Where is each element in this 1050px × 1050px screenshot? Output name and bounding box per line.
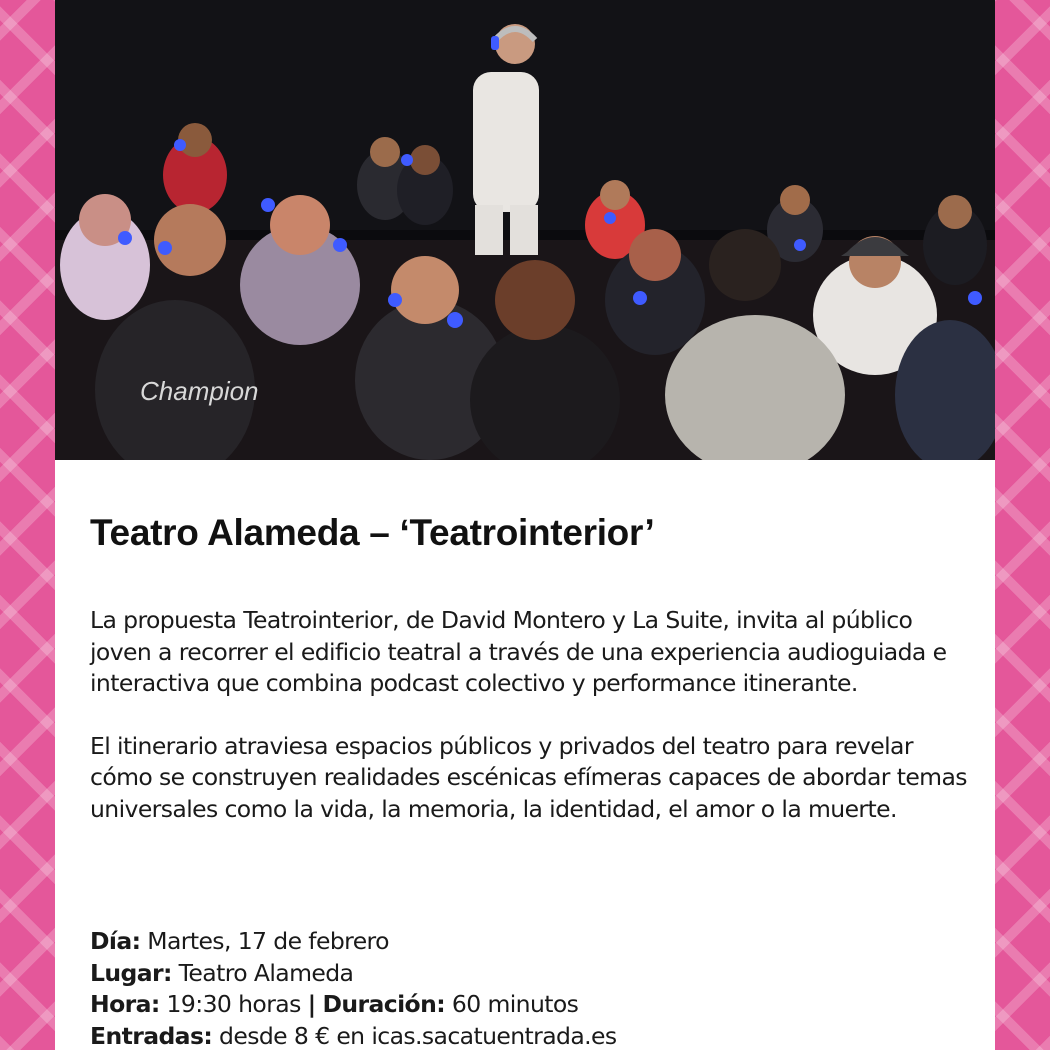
event-card <box>55 460 995 1050</box>
duration-label: Duración: <box>322 990 445 1018</box>
day-label: Día: <box>90 927 141 955</box>
detail-tickets <box>90 1021 617 1050</box>
day-value: Martes, 17 de febrero <box>147 927 389 955</box>
detail-place <box>90 958 617 990</box>
audience-with-headphones-illustration <box>55 0 995 460</box>
tickets-label: Entradas: <box>90 1021 213 1050</box>
tickets-value: desde 8 € en icas.sacatuentrada.es <box>219 1021 617 1050</box>
event-description <box>90 605 970 856</box>
duration-value: 60 minutos <box>451 990 579 1018</box>
place-value: Teatro Alameda <box>178 958 354 987</box>
detail-day <box>90 926 617 958</box>
description-paragraph-2: El itinerario atraviesa espacios públicos y privados del teatro para revelar cómo se construyen realidades escénicas efímeras capaces de abordar temas universales como la vida, la memoria, la identidad, el amor o la muerte. <box>90 731 967 823</box>
time-label: Hora: <box>90 990 160 1018</box>
event-photo <box>55 0 995 460</box>
event-title: Teatro Alameda – ‘Teatrointerior’ <box>90 512 655 553</box>
shirt-print: Champion <box>140 376 259 406</box>
place-label: Lugar: <box>90 958 172 987</box>
detail-time <box>90 989 617 1021</box>
event-details <box>90 926 617 1050</box>
detail-separator: | <box>307 990 316 1018</box>
description-paragraph-1: La propuesta Teatrointerior, de David Montero y La Suite, invita al público joven a recorrer el edificio teatral a través de una experiencia audioguiada e interactiva que combina podcast colectivo y performance itinerante. <box>90 606 947 697</box>
time-value: 19:30 horas <box>166 990 301 1018</box>
